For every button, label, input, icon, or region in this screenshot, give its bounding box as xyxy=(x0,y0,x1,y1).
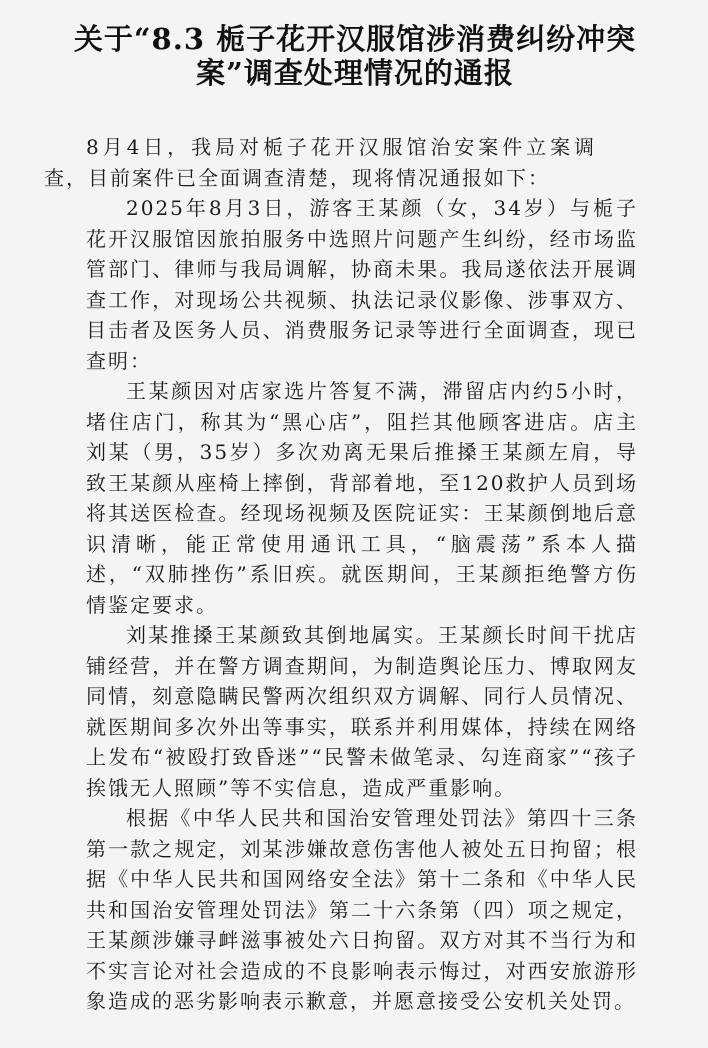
title-line-2: 案”调查处理情况的通报 xyxy=(196,56,514,90)
paragraph-findings: 刘某推搡王某颜致其倒地属实。王某颜长时间干扰店铺经营，并在警方调查期间，为制造舆论压力、博取网友同情，刻意隐瞒民警两次组织双方调解、同行人员情况、就医期间多次外出等事实，联系并利用媒体，持续在网络上发布“被殴打致昏迷”“民警未做笔录、勾连商家”“孩子挨饿无人照顾”等不实信息，造成严重影响。 xyxy=(86,623,638,800)
title-line-1: 关于“8.3 栀子花开汉服馆涉消费纠纷冲突 xyxy=(73,22,637,56)
document-body xyxy=(44,132,638,1017)
paragraph-intro: 8月4日，我局对栀子花开汉服馆治安案件立案调查，目前案件已全面调查清楚，现将情况通报如下： xyxy=(44,135,596,190)
document-title xyxy=(42,0,668,90)
paragraph-background: 2025年8月3日，游客王某颜（女，34岁）与栀子花开汉服馆因旅拍服务中选照片问题产生纠纷，经市场监管部门、律师与我局调解，协商未果。我局遂依法开展调查工作，对现场公共视频、执法记录仪影像、涉事双方、目击者及医务人员、消费服务记录等进行全面调查，现已查明： xyxy=(86,196,638,373)
paragraph-incident: 王某颜因对店家选片答复不满，滞留店内约5小时，堵住店门，称其为“黑心店”，阻拦其他顾客进店。店主刘某（男，35岁）多次劝离无果后推搡王某颜左肩，导致王某颜从座椅上摔倒，背部着地，至120救护人员到场将其送医检查。经现场视频及医院证实：王某颜倒地后意识清晰，能正常使用通讯工具，“脑震荡”系本人描述，“双肺挫伤”系旧疾。就医期间，王某颜拒绝警方伤情鉴定要求。 xyxy=(86,379,638,617)
paragraph-penalty: 根据《中华人民共和国治安管理处罚法》第四十三条第一款之规定，刘某涉嫌故意伤害他人被处五日拘留；根据《中华人民共和国网络安全法》第十二条和《中华人民共和国治安管理处罚法》第二十六条第（四）项之规定，王某颜涉嫌寻衅滋事被处六日拘留。双方对其不当行为和不实言论对社会造成的不良影响表示悔过，对西安旅游形象造成的恶劣影响表示歉意，并愿意接受公安机关处罚。 xyxy=(86,806,638,1013)
